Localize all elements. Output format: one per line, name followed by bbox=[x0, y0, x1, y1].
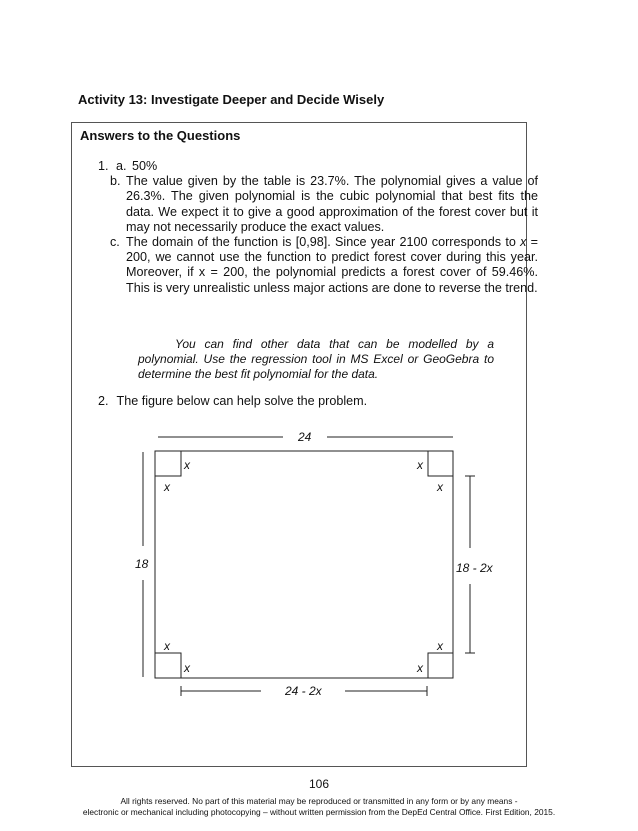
right-dimension-label: 18 - 2x bbox=[456, 561, 493, 575]
page-number: 106 bbox=[308, 777, 330, 791]
bottom-dimension-label: 24 - 2x bbox=[285, 684, 322, 698]
regression-note: You can find other data that can be modelled by a polynomial. Use the regression tool in MS Excel or GeoGebra to determine the best fit polynomial for the data. bbox=[138, 337, 494, 381]
answer-1c-letter: c. bbox=[110, 235, 120, 250]
corner-label-bottom-left-inner: x bbox=[164, 639, 170, 653]
corner-label-top-right-outer: x bbox=[417, 458, 423, 472]
answers-title: Answers to the Questions bbox=[80, 128, 241, 143]
activity-heading: Activity 13: Investigate Deeper and Decide Wisely bbox=[78, 92, 385, 107]
answer-1b-text: The value given by the table is 23.7%. The polynomial gives a value of 26.3%. The given polynomial is the cubic polynomial that best fits the data. We expect it to give a good approximation of the forest cover but it may not necessarily produce the exact values. bbox=[126, 174, 538, 234]
question-1-number: 1. bbox=[98, 159, 109, 173]
answer-1a bbox=[116, 159, 546, 174]
answer-1c-text-part-2: = 200, we cannot use the function to predict forest cover during this year. Moreover, if x = 200, the polynomial predicts a forest cover of 59.46%. This is very unrealistic unless major actions are done to reverse the trend. bbox=[126, 235, 538, 295]
copyright-line-1: All rights reserved. No part of this material may be reproduced or transmitted in any form or by any means - bbox=[120, 796, 518, 806]
answer-1b-letter: b. bbox=[110, 174, 121, 189]
answer-1a-text: 50% bbox=[132, 159, 158, 173]
answer-1a-letter: a. bbox=[116, 159, 127, 173]
answers-box bbox=[71, 122, 538, 767]
answer-1c bbox=[110, 235, 538, 296]
copyright-line-2: electronic or mechanical including photocopying – without written permission from the DepEd Central Office. First Edition, 2015. bbox=[82, 807, 556, 817]
question-2-number: 2. bbox=[98, 394, 109, 408]
copyright-footer bbox=[0, 796, 638, 818]
answer-1b bbox=[110, 174, 538, 235]
top-dimension-label: 24 bbox=[298, 430, 312, 444]
corner-label-top-left-outer: x bbox=[184, 458, 190, 472]
left-dimension-label: 18 bbox=[135, 557, 149, 571]
corner-label-top-left-inner: x bbox=[164, 480, 170, 494]
question-2-text: The figure below can help solve the problem. bbox=[116, 394, 368, 408]
corner-label-bottom-left-outer: x bbox=[184, 661, 190, 675]
answer-1c-variable: x bbox=[520, 235, 527, 250]
answer-1c-text bbox=[126, 235, 538, 296]
corner-label-bottom-right-inner: x bbox=[437, 639, 443, 653]
question-2 bbox=[98, 394, 367, 409]
corner-label-top-right-inner: x bbox=[437, 480, 443, 494]
answer-1c-text-part-1: The domain of the function is [0,98]. Since year 2100 corresponds to bbox=[126, 235, 521, 250]
question-1-body bbox=[110, 159, 546, 296]
corner-label-bottom-right-outer: x bbox=[417, 661, 423, 675]
